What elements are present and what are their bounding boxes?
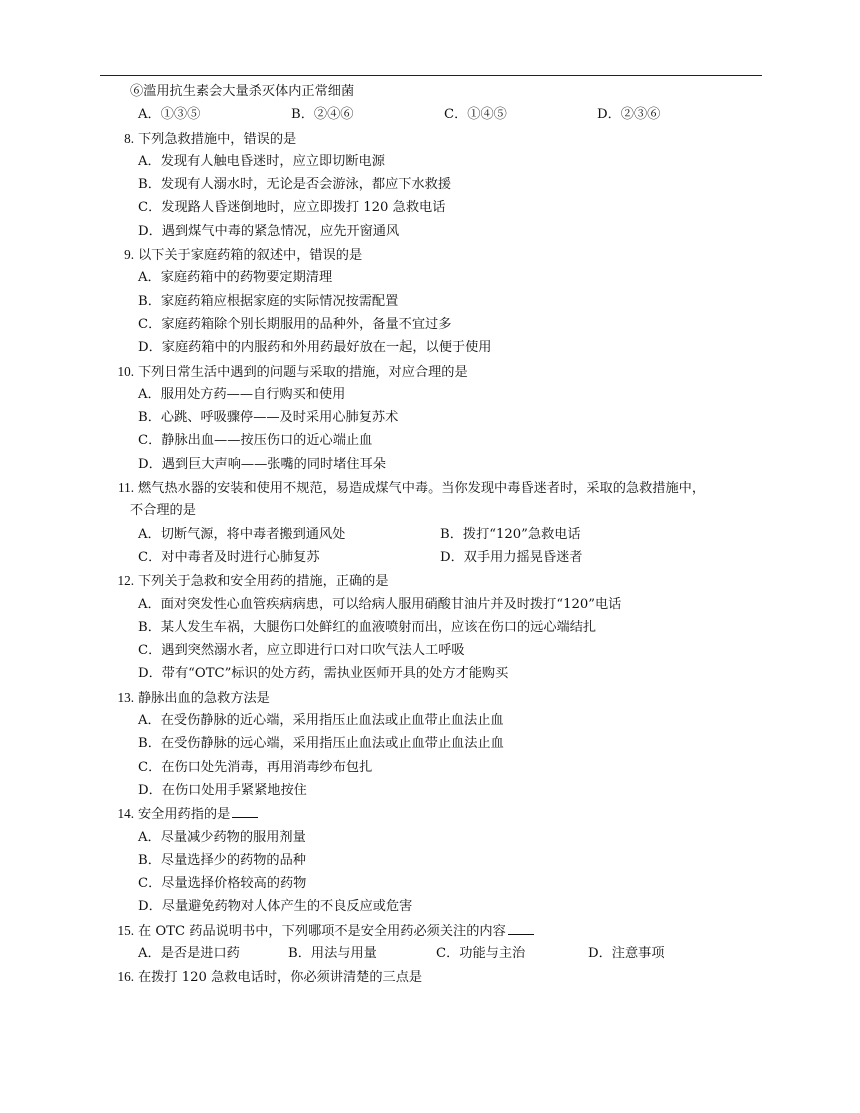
q10-option-d: D．遇到巨大声响——张嘴的同时堵住耳朵 bbox=[138, 456, 386, 472]
q15-option-c: C．功能与主治 bbox=[436, 945, 526, 961]
q11-options-row-2 bbox=[108, 546, 768, 569]
question-number: 11. bbox=[118, 480, 134, 496]
question-16 bbox=[108, 965, 768, 988]
q9-option-c: C．家庭药箱除个别长期服用的品种外，备量不宜过多 bbox=[138, 316, 452, 332]
question-number: 10. bbox=[117, 363, 134, 379]
question-number: 8. bbox=[124, 130, 134, 146]
q14-option-d: D．尽量避免药物对人体产生的不良反应或危害 bbox=[138, 899, 413, 915]
question-stem: 安全用药指的是 bbox=[138, 807, 231, 823]
q12-option-d: D．带有“OTC”标识的处方药，需执业医师开具的处方才能购买 bbox=[138, 666, 509, 682]
q11-options-row-1 bbox=[108, 523, 768, 546]
question-stem: 在拨打 120 急救电话时，你必须讲清楚的三点是 bbox=[138, 970, 423, 986]
q7-statement-6: ⑥滥用抗生素会大量杀灭体内正常细菌 bbox=[130, 84, 355, 99]
q11-option-a: A．切断气源，将中毒者搬到通风处 bbox=[138, 526, 346, 542]
question-list bbox=[108, 80, 768, 989]
q14-option-a: A．尽量减少药物的服用剂量 bbox=[138, 829, 306, 845]
question-12 bbox=[108, 569, 768, 592]
question-number: 13. bbox=[117, 689, 134, 705]
q10-option-a: A．服用处方药——自行购买和使用 bbox=[138, 386, 346, 402]
q15-options bbox=[108, 942, 768, 965]
q12-option-c: C．遇到突然溺水者，应立即进行口对口吹气法人工呼吸 bbox=[138, 643, 465, 659]
q10-option-c: C．静脉出血——按压伤口的近心端止血 bbox=[138, 433, 373, 449]
q14-option-b: B．尽量选择少的药物的品种 bbox=[138, 852, 306, 868]
question-number: 15. bbox=[117, 922, 134, 938]
question-stem: 下列日常生活中遇到的问题与采取的措施，对应合理的是 bbox=[138, 364, 468, 380]
q9-option-d: D．家庭药箱中的内服药和外用药最好放在一起，以便于使用 bbox=[138, 340, 492, 356]
q13-option-b: B．在受伤静脉的远心端，采用指压止血法或止血带止血法止血 bbox=[138, 736, 504, 752]
q9-option-a: A．家庭药箱中的药物要定期清理 bbox=[138, 270, 333, 286]
question-stem: 燃气热水器的安装和使用不规范，易造成煤气中毒。当你发现中毒昏迷者时，采取的急救措施中， bbox=[138, 481, 706, 497]
q11-option-c: C．对中毒者及时进行心肺复苏 bbox=[138, 549, 320, 565]
question-stem: 静脉出血的急救方法是 bbox=[138, 690, 270, 706]
q7-option-c: C．①④⑤ bbox=[444, 107, 507, 123]
q8-option-a: A．发现有人触电昏迷时，应立即切断电源 bbox=[138, 153, 385, 169]
q11-option-d: D．双手用力摇晃昏迷者 bbox=[440, 549, 583, 565]
header-rule bbox=[100, 75, 762, 76]
q8-option-d: D．遇到煤气中毒的紧急情况，应先开窗通风 bbox=[138, 223, 400, 239]
question-number: 16. bbox=[117, 969, 134, 985]
question-15 bbox=[108, 919, 768, 942]
q13-option-d: D．在伤口处用手紧紧地按住 bbox=[138, 782, 307, 798]
q7-option-a: A．①③⑤ bbox=[138, 107, 201, 123]
q7-options bbox=[108, 103, 768, 126]
question-number: 14. bbox=[117, 806, 134, 822]
question-11 bbox=[108, 476, 768, 499]
q12-option-b: B．某人发生车祸，大腿伤口处鲜红的血液喷射而出，应该在伤口的远心端结扎 bbox=[138, 619, 597, 635]
question-number: 12. bbox=[117, 573, 134, 589]
question-stem: 下列关于急救和安全用药的措施，正确的是 bbox=[138, 574, 389, 590]
question-stem: 下列急救措施中，错误的是 bbox=[138, 131, 297, 147]
q15-option-d: D．注意事项 bbox=[588, 945, 665, 961]
q8-option-c: C．发现路人昏迷倒地时，应立即拨打 120 急救电话 bbox=[138, 200, 446, 216]
question-number: 9. bbox=[124, 247, 134, 263]
q10-option-b: B．心跳、呼吸骤停——及时采用心肺复苏术 bbox=[138, 410, 399, 426]
question-10 bbox=[108, 360, 768, 383]
q13-option-a: A．在受伤静脉的近心端，采用指压止血法或止血带止血法止血 bbox=[138, 713, 504, 729]
question-stem: 以下关于家庭药箱的叙述中，错误的是 bbox=[138, 248, 363, 264]
answer-blank bbox=[508, 920, 534, 935]
q15-option-a: A．是否是进口药 bbox=[138, 945, 240, 961]
q11-stem-continued: 不合理的是 bbox=[130, 503, 196, 519]
q11-option-b: B．拨打“120”急救电话 bbox=[440, 526, 581, 542]
question-13 bbox=[108, 686, 768, 709]
q8-option-b: B．发现有人溺水时，无论是否会游泳，都应下水救援 bbox=[138, 177, 452, 193]
q9-option-b: B．家庭药箱应根据家庭的实际情况按需配置 bbox=[138, 293, 399, 309]
question-9 bbox=[108, 243, 768, 266]
q14-option-c: C．尽量选择价格较高的药物 bbox=[138, 876, 307, 892]
question-stem: 在 OTC 药品说明书中，下列哪项不是安全用药必须关注的内容 bbox=[138, 923, 506, 939]
answer-blank bbox=[232, 803, 258, 818]
q7-option-b: B．②④⑥ bbox=[291, 107, 354, 123]
q12-option-a: A．面对突发性心血管疾病病患，可以给病人服用硝酸甘油片并及时拨打“120”电话 bbox=[138, 596, 622, 612]
q15-option-b: B．用法与用量 bbox=[288, 945, 377, 961]
question-8 bbox=[108, 127, 768, 150]
q7-option-d: D．②③⑥ bbox=[597, 107, 661, 123]
question-14 bbox=[108, 802, 768, 825]
q13-option-c: C．在伤口处先消毒，再用消毒纱布包扎 bbox=[138, 759, 373, 775]
